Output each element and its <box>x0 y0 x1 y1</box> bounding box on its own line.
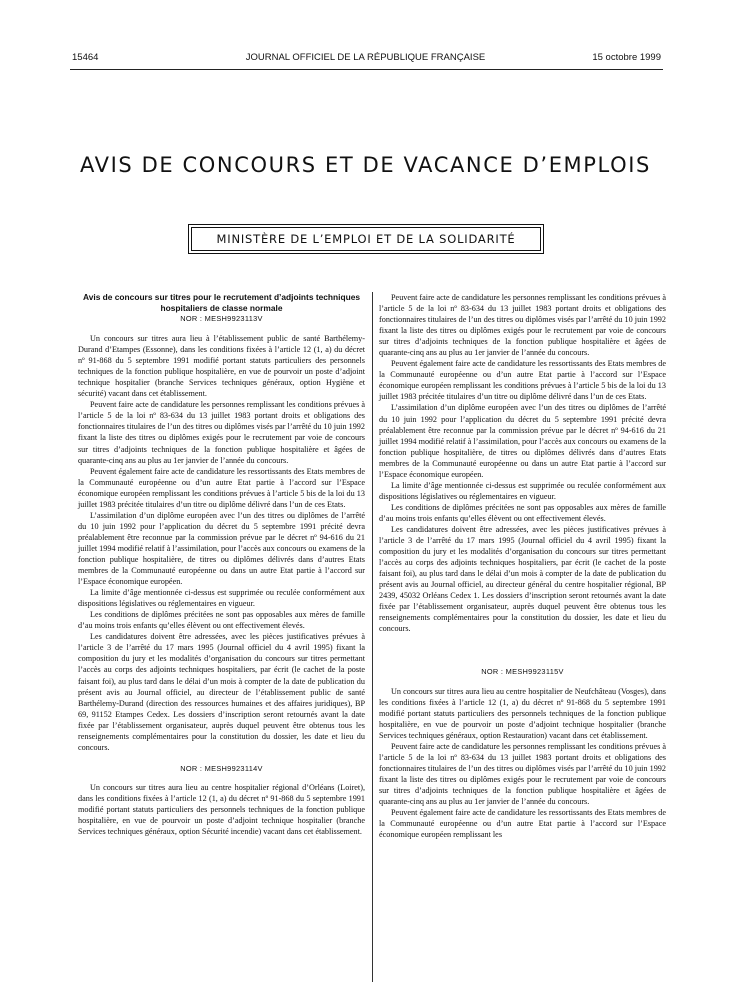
paragraph: Les conditions de diplômes précitées ne sont pas opposables aux mères de famille d’au moins trois enfants qu’elles élèvent ou ont effectivement élevés. <box>379 502 666 523</box>
paragraph: Peuvent également faire acte de candidature les ressortissants des Etats membres de la Communauté européenne ou d’un autre Etat partie à l’accord sur l’Espace économique européen remplissant les conditions prévues à l’article 5 bis de la loi du 13 juillet 1983 précitée titulaires d’un titre ou diplôme délivré dans l’un de ces Etats. <box>379 359 666 402</box>
right-column <box>379 292 666 840</box>
page-number: 15464 <box>72 52 99 63</box>
paragraph: Peuvent faire acte de candidature les personnes remplissant les conditions prévues à l’article 5 de la loi nº 83-634 du 13 juillet 1983 portant droits et obligations des fonctionnaires titulaires de l’un des titres ou diplômes visés par l’arrêté du 10 juin 1992 fixant la liste des titres ou diplômes exigés pour le recrutement par voie de concours sur titres d’adjoints techniques de la fonction publique hospitalière et âgées de quarante-cinq ans au plus au 1er janvier de l’année du concours. <box>78 400 365 465</box>
issue-date: 15 octobre 1999 <box>592 52 661 63</box>
paragraph: L’assimilation d’un diplôme européen avec l’un des titres ou diplômes de l’arrêté du 10 juin 1992 pour l’application du décret du 5 septembre 1991 précité devra préalablement être reconnue par la commission prévue par le décret nº 94-616 du 21 juillet 1994 modifié relatif à l’assimilation, pour l’accès aux concours ou examens de la fonction publique hospitalière, de titres ou diplômes délivrés dans d’autres Etats membres de la Communauté européenne ou dans un autre Etat partie à l’accord sur l’Espace économique européen. <box>379 403 666 479</box>
nor-reference: NOR : MESH9923114V <box>180 763 263 773</box>
paragraph: Peuvent également faire acte de candidature les ressortissants des Etats membres de la Communauté européenne ou d’un autre Etat partie à l’accord sur l’Espace économique européen remplissant les conditions prévues à l’article 5 bis de la loi du 13 juillet 1983 précitée titulaires d’un titre ou diplôme délivré dans l’un de ces Etats. <box>78 466 365 509</box>
paragraph: Peuvent également faire acte de candidature les ressortissants des Etats membres de la Communauté européenne ou d’un autre Etat partie à l’accord sur l’Espace économique européen remplissant les <box>379 808 666 840</box>
paragraph: Peuvent faire acte de candidature les personnes remplissant les conditions prévues à l’article 5 de la loi nº 83-634 du 13 juillet 1983 portant droits et obligations des fonctionnaires titulaires de l’un des titres ou diplômes visés par l’arrêté du 10 juin 1992 fixant la liste des titres ou diplômes exigés pour le recrutement par voie de concours sur titres d’adjoints techniques de la fonction publique hospitalière et âgées de quarante-cinq ans au plus au 1er janvier de l’année du concours. <box>379 293 666 358</box>
nor-reference: NOR : MESH9923115V <box>481 667 564 677</box>
ministry-name: MINISTÈRE DE L’EMPLOI ET DE LA SOLIDARITÉ <box>191 227 541 251</box>
journal-title: JOURNAL OFFICIEL DE LA RÉPUBLIQUE FRANÇAISE <box>245 52 486 63</box>
left-column <box>78 292 365 837</box>
notice-heading: Avis de concours sur titres pour le recrutement d’adjoints techniques hospitaliers de classe normale <box>82 292 361 313</box>
nor-reference: NOR : MESH9923113V <box>180 314 263 323</box>
paragraph: Les candidatures doivent être adressées, avec les pièces justificatives prévues à l’article 3 de l’arrêté du 17 mars 1995 (Journal officiel du 4 avril 1995) fixant la composition du jury et les modalités d’organisation du concours sur titres permettant l’accès au corps des adjoints techniques hospitaliers, par écrit (le cachet de la poste faisant foi), au plus tard dans le délai d’un mois à compter de la date de publication du présent avis au Journal officiel, au directeur de l’établissement public de santé Barthélemy-Durand (direction des ressources humaines et des affaires juridiques), BP 69, 91152 Etampes Cedex. Les dossiers d’inscription seront retournés avant la date fixée par l’établissement organisateur, auprès duquel peuvent être obtenus tous les renseignements complémentaires pour la constitution du dossier, les date et lieu du concours. <box>78 632 365 752</box>
ministry-box <box>188 224 544 254</box>
paragraph: Un concours sur titres aura lieu à l’établissement public de santé Barthélemy-Durand d’Etampes (Essonne), dans les conditions fixées à l’article 12 (1, a) du décret nº 91-868 du 5 septembre 1991 modifié portant statuts particuliers des personnels techniques de la fonction publique hospitalière, en vue de pourvoir un poste d’adjoint technique hospitalier (branche Services techniques généraux, option Hygiène et sécurité) vacant dans cet établissement. <box>78 334 365 399</box>
paragraph: Un concours sur titres aura lieu au centre hospitalier régional d’Orléans (Loiret), dans les conditions fixées à l’article 12 (1, a) du décret nº 91-868 du 5 septembre 1991 modifié portant statuts particuliers des personnels techniques de la fonction publique hospitalière, en vue de pourvoir un poste d’adjoint technique hospitalier (branche Services techniques généraux, option Sécurité incendie) vacant dans cet établissement. <box>78 782 365 837</box>
paragraph: Un concours sur titres aura lieu au centre hospitalier de Neufchâteau (Vosges), dans les conditions fixées à l’article 12 (1, a) du décret nº 91-868 du 5 septembre 1991 modifié portant statuts particuliers des personnels techniques de la fonction publique hospitalière, en vue de pourvoir un poste d’adjoint technique hospitalier (branche Services techniques généraux, option Restauration) vacant dans cet établissement. <box>379 686 666 740</box>
main-title: AVIS DE CONCOURS ET DE VACANCE D’EMPLOIS <box>80 153 651 177</box>
paragraph: Peuvent faire acte de candidature les personnes remplissant les conditions prévues à l’article 5 de la loi nº 83-634 du 13 juillet 1983 portant droits et obligations des fonctionnaires titulaires de l’un des titres ou diplômes visés par l’arrêté du 10 juin 1992 fixant la liste des titres ou diplômes exigés pour le recrutement par voie de concours sur titres d’adjoints techniques de la fonction publique hospitalière et âgées de quarante-cinq ans au plus au 1er janvier de l’année du concours. <box>379 741 666 806</box>
header-rule <box>70 69 663 70</box>
paragraph: Les conditions de diplômes précitées ne sont pas opposables aux mères de famille d’au moins trois enfants qu’elles élèvent ou ont effectivement élevés. <box>78 610 365 631</box>
paragraph: Les candidatures doivent être adressées, avec les pièces justificatives prévues à l’article 3 de l’arrêté du 17 mars 1995 (Journal officiel du 4 avril 1995) fixant la composition du jury et les modalités d’organisation du concours sur titres permettant l’accès au corps des adjoints techniques hospitaliers, par écrit (le cachet de la poste faisant foi), au plus tard dans le délai d’un mois à compter de la date de publication du présent avis au Journal officiel, au directeur général du centre hospitalier régional, BP 2439, 45032 Orléans Cedex 1. Les dossiers d’inscription seront retournés avant la date fixée par l’établissement organisateur, auprès duquel peuvent être obtenus tous les renseignements complémentaires pour la constitution du dossier, les date et lieu du concours. <box>379 524 666 634</box>
paragraph: La limite d’âge mentionnée ci-dessus est supprimée ou reculée conformément aux dispositions législatives ou réglementaires en vigueur. <box>379 480 666 501</box>
paragraph: L’assimilation d’un diplôme européen avec l’un des titres ou diplômes de l’arrêté du 10 juin 1992 pour l’application du décret du 5 septembre 1991 précité devra préalablement être reconnue par la commission prévue par le décret nº 94-616 du 21 juillet 1994 modifié relatif à l’assimilation, pour l’accès aux concours ou examens de la fonction publique hospitalière, de titres ou diplômes délivrés dans d’autres Etats membres de la Communauté européenne ou dans un autre Etat partie à l’accord sur l’Espace économique européen. <box>78 510 365 587</box>
paragraph: La limite d’âge mentionnée ci-dessus est supprimée ou reculée conformément aux dispositions législatives ou réglementaires en vigueur. <box>78 588 365 609</box>
page-header <box>0 52 731 66</box>
column-divider <box>372 292 373 982</box>
